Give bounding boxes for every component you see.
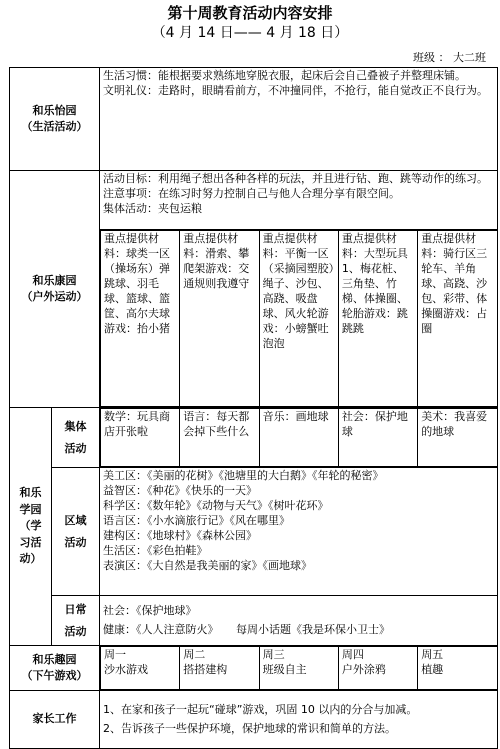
- health-areas-grid: [100, 230, 497, 407]
- health-info-row: [10, 171, 498, 230]
- health-area-2: 重点提供材料：滑索、攀爬架游戏：交通规则我遵守: [180, 231, 259, 407]
- health-note-text: 注意事项：在练习时努力控制自己与他人合理分享有限空间。: [103, 186, 400, 200]
- life-etiquette-text: 文明礼仪：走路时，眼睛看前方，不冲撞同伴，不抢行，能自觉改正不良行为。: [103, 83, 488, 97]
- area-item: 语言区：《小水滴旅行记》《风在哪里》: [103, 513, 290, 527]
- health-goal-text: 活动目标：利用绳子想出各种各样的玩法，并且进行钻、跑、跳等动作的练习。: [103, 172, 488, 185]
- fun-section-row: [10, 646, 498, 691]
- study-group-item-4: 社会：保护地球: [338, 409, 417, 467]
- page-title: 第十周教育活动内容安排: [167, 4, 333, 22]
- study-daily-row: [10, 596, 498, 646]
- study-daily-label: 日常 活动: [52, 596, 100, 646]
- fun-day-5: 周五 植趣: [418, 647, 497, 690]
- parents-section-label: 家长工作: [10, 691, 100, 749]
- area-item: 建构区：《地球村》《森林公园》: [103, 528, 257, 542]
- study-group-item-2: 语言：每天都会掉下些什么: [180, 409, 259, 467]
- study-group-cell: [100, 408, 498, 468]
- daily-health-text: 健康：《人人注意防火》 每周小话题《我是环保小卫士》: [103, 622, 390, 636]
- fun-days-cell: [100, 646, 498, 691]
- study-group-label: 集体 活动: [52, 408, 100, 468]
- daily-social-text: 社会：《保护地球》: [103, 603, 197, 617]
- study-section-label: 和乐 学园 （学 习活 动）: [10, 408, 52, 646]
- study-group-grid: [100, 408, 497, 467]
- study-group-item-5: 美术：我喜爱的地球: [418, 409, 497, 467]
- area-item: 美工区：《美丽的花树》《池塘里的大白鹅》《年轮的秘密》: [103, 469, 384, 482]
- health-area-5: 重点提供材料：骑行区三轮车、羊角球、高跷、沙包、彩带、体操圈游戏：占圈: [418, 231, 497, 407]
- fun-day-2: 周二 搭搭建构: [180, 647, 259, 690]
- area-item: 生活区：《彩色拍鞋》: [103, 543, 208, 557]
- fun-section-label: 和乐趣园 （下午游戏）: [10, 646, 100, 691]
- study-group-item-1: 数学：玩具商店开张啦: [101, 409, 180, 467]
- fun-day-4: 周四 户外涂鸦: [338, 647, 417, 690]
- health-area-3: 重点提供材料：平衡一区（采摘园塑胶）绳子、沙包、高跷、吸盘球、风火轮游戏：小螃蟹吐泡泡: [259, 231, 338, 407]
- life-section-label: 和乐怡园 （生活活动）: [10, 68, 100, 171]
- health-areas-cell: [100, 230, 498, 408]
- study-area-row: [10, 468, 498, 596]
- schedule-table: [9, 67, 498, 749]
- study-group-row: [10, 408, 498, 468]
- health-section-label: 和乐康园 （户外运动）: [10, 171, 100, 408]
- health-group-text: 集体活动：夹包运粮: [103, 201, 202, 215]
- health-area-1: 重点提供材料：球类一区（操场东）弹跳球、羽毛球、篮球、篮筐、高尔夫球游戏：抬小猪: [101, 231, 180, 407]
- study-area-label: 区域 活动: [52, 468, 100, 596]
- area-item: 益智区：《种花》《快乐的一天》: [103, 483, 257, 497]
- study-daily-content: [100, 596, 498, 646]
- fun-days-grid: [100, 646, 497, 690]
- parents-section-row: [10, 691, 498, 749]
- area-item: 科学区：《数年轮》《动物与天气》《树叶花环》: [103, 498, 329, 512]
- life-habit-text: 生活习惯：能根据要求熟练地穿脱衣服，起床后会自己叠被子并整理床铺。: [103, 69, 466, 82]
- health-area-4: 重点提供材料：大型玩具1、梅花桩、三角垫、竹梯、体操圈、轮胎游戏：跳跳跳: [338, 231, 417, 407]
- fun-day-3: 周三 班级自主: [259, 647, 338, 690]
- class-label: 班级 ： 大二班: [413, 51, 486, 64]
- parents-item: 2、告诉孩子一些保护环境，保护地球的常识和简单的方法。: [103, 721, 396, 735]
- date-range: （4 月 14 日—— 4 月 18 日）: [151, 25, 349, 41]
- study-group-item-3: 音乐：画地球: [259, 409, 338, 467]
- parents-content: [100, 691, 498, 749]
- life-section-row: [10, 68, 498, 171]
- life-section-content: [100, 68, 498, 171]
- area-item: 表演区：《大自然是我美丽的家》《画地球》: [103, 558, 312, 572]
- health-info-content: [100, 171, 498, 230]
- fun-day-1: 周一 沙水游戏: [101, 647, 180, 690]
- study-area-content: [100, 468, 498, 596]
- parents-item: 1、在家和孩子一起玩“碰球”游戏，巩固 10 以内的分合与加减。: [103, 702, 418, 716]
